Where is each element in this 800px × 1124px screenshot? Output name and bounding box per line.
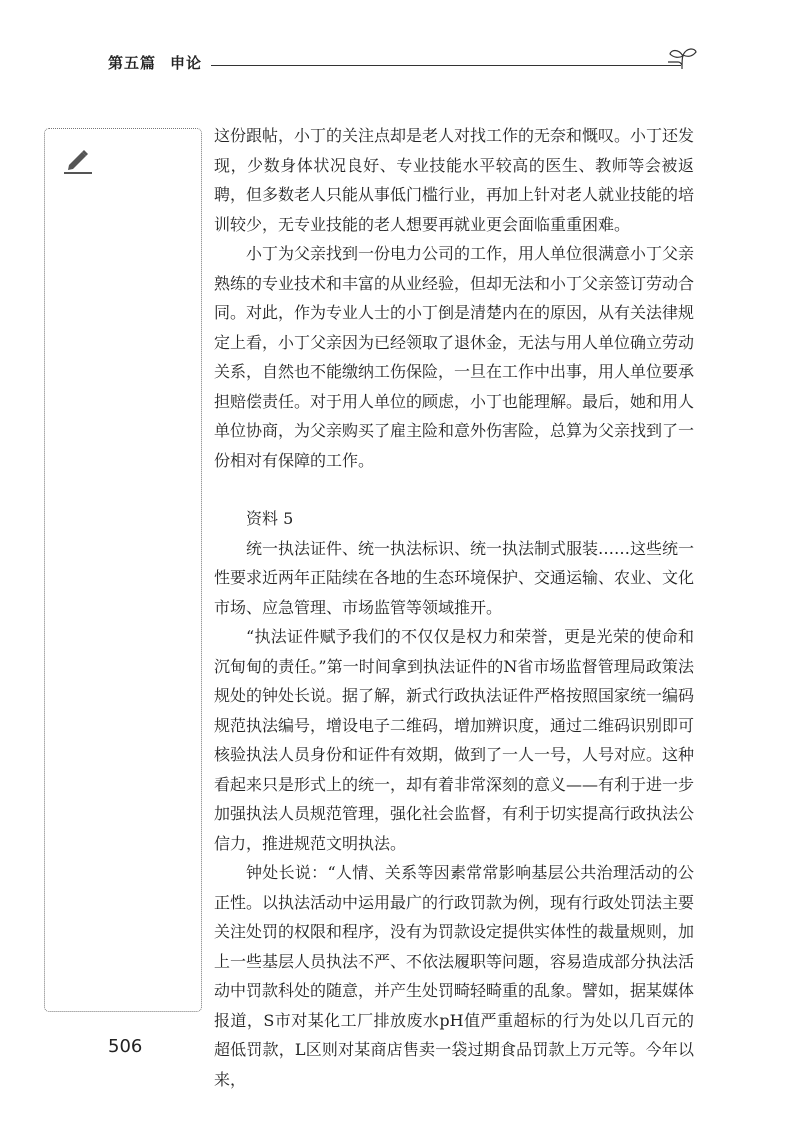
header-part: 第五篇 [108,54,157,72]
paragraph-3: 统一执法证件、统一执法标识、统一执法制式服装……这些统一性要求近两年正陆续在各地的生态环境保护、交通运输、农业、文化市场、应急管理、市场监管等领域推开。 [214,538,695,617]
pencil-icon [63,147,93,175]
sprout-icon [668,46,698,70]
header-subject: 申论 [170,54,203,72]
paragraph-4: “执法证件赋予我们的不仅仅是权力和荣誉，更是光荣的使命和沉甸甸的责任。”第一时间拿到执法证件的N省市场监督管理局政策法规处的钟处长说。据了解，新式行政执法证件严格按照国家统一编码规范执法编号，增设电子二维码，增加辨识度，通过二维码识别即可核验执法人员身份和证件有效期，做到了一人一号，人号对应。这种看起来只是形式上的统一，却有着非常深刻的意义——有利于进一步加强执法人员规范管理，强化社会监督，有利于切实提高行政执法公信力，推进规范文明执法。 [214,627,695,853]
main-text [214,121,694,1094]
running-header [108,50,693,80]
header-title [108,52,202,73]
header-rule [211,65,681,66]
notes-box [44,128,202,1012]
paragraph-2: 小丁为父亲找到一份电力公司的工作，用人单位很满意小丁父亲熟练的专业技术和丰富的从业经验，但却无法和小丁父亲签订劳动合同。对此，作为专业人士的小丁倒是清楚内在的原因，从有关法律规定上看，小丁父亲因为已经领取了退休金，无法与用人单位确立劳动关系，自然也不能缴纳工伤保险，一旦在工作中出事，用人单位要承担赔偿责任。对于用人单位的顾虑，小丁也能理解。最后，她和用人单位协商，为父亲购买了雇主险和意外伤害险，总算为父亲找到了一份相对有保障的工作。 [214,244,695,470]
page-number: 506 [108,1036,143,1057]
section-heading: 资料 5 [246,509,294,528]
paragraph-1: 这份跟帖，小丁的关注点却是老人对找工作的无奈和慨叹。小丁还发现，少数身体状况良好、专业技能水平较高的医生、教师等会被返聘，但多数老人只能从事低门槛行业，再加上针对老人就业技能的培训较少，无专业技能的老人想要再就业更会面临重重困难。 [214,126,695,234]
paragraph-5: 钟处长说：“人情、关系等因素常常影响基层公共治理活动的公正性。以执法活动中运用最广的行政罚款为例，现有行政处罚法主要关注处罚的权限和程序，没有为罚款设定提供实体性的裁量规则，加上一些基层人员执法不严、不依法履职等问题，容易造成部分执法活动中罚款科处的随意，并产生处罚畸轻畸重的乱象。譬如，据某媒体报道，S市对某化工厂排放废水pH值严重超标的行为处以几百元的超低罚款，L区则对某商店售卖一袋过期食品罚款上万元等。今年以来， [214,863,695,1089]
